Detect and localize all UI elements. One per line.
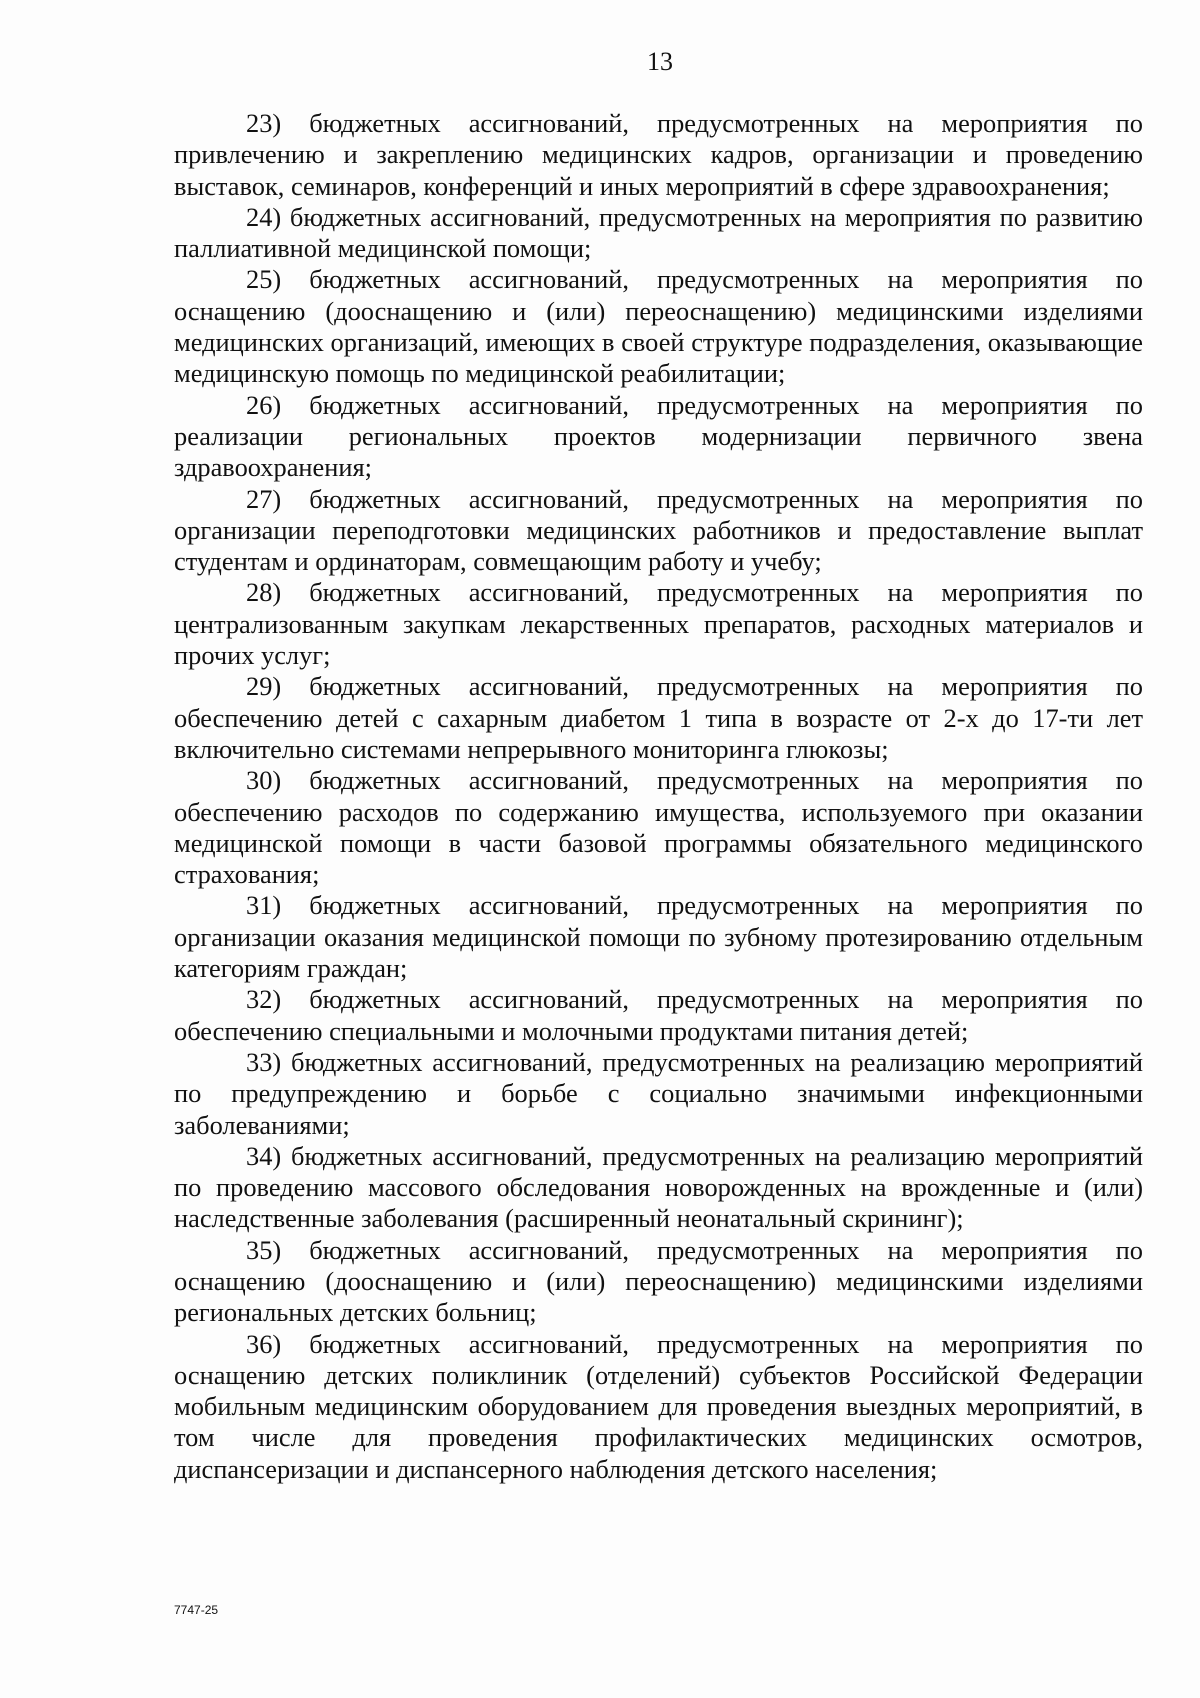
page-number: 13 (647, 47, 673, 76)
list-item-34: 34) бюджетных ассигнований, предусмотренных на реализацию мероприятий по проведению массового обследования новорожденных на врожденные и (или) наследственные заболевания (расширенный неонатальный скрининг); (174, 1140, 1143, 1234)
document-code: 7747-25 (174, 1603, 219, 1617)
list-item-28: 28) бюджетных ассигнований, предусмотренных на мероприятия по централизованным закупкам лекарственных препаратов, расходных материалов и прочих услуг; (174, 577, 1143, 671)
list-item-35: 35) бюджетных ассигнований, предусмотренных на мероприятия по оснащению (дооснащению и (или) переоснащению) медицинскими изделиями региональных детских больниц; (174, 1234, 1143, 1328)
list-item-32: 32) бюджетных ассигнований, предусмотренных на мероприятия по обеспечению специальными и молочными продуктами питания детей; (174, 984, 1143, 1046)
list-item-23: 23) бюджетных ассигнований, предусмотренных на мероприятия по привлечению и закреплению медицинских кадров, организации и проведению выставок, семинаров, конференций и иных мероприятий в сфере здравоохранения; (174, 108, 1143, 201)
list-item-29: 29) бюджетных ассигнований, предусмотренных на мероприятия по обеспечению детей с сахарным диабетом 1 типа в возрасте от 2-х до 17-ти лет включительно системами непрерывного мониторинга глюкозы; (174, 671, 1143, 764)
list-item-26: 26) бюджетных ассигнований, предусмотренных на мероприятия по реализации региональных проектов модернизации первичного звена здравоохранения; (174, 389, 1143, 483)
list-item-24: 24) бюджетных ассигнований, предусмотренных на мероприятия по развитию паллиативной медицинской помощи; (174, 201, 1143, 264)
list-item-30: 30) бюджетных ассигнований, предусмотренных на мероприятия по обеспечению расходов по содержанию имущества, используемого при оказании медицинской помощи в части базовой программы обязательного медицинского страхования; (174, 765, 1143, 890)
list-item-33: 33) бюджетных ассигнований, предусмотренных на реализацию мероприятий по предупреждению и борьбе с социально значимыми инфекционными заболеваниями; (174, 1046, 1143, 1140)
list-item-36: 36) бюджетных ассигнований, предусмотренных на мероприятия по оснащению детских поликлиник (отделений) субъектов Российской Федерации мобильным медицинским оборудованием для проведения выездных мероприятий, в том числе для проведения профилактических медицинских осмотров, диспансеризации и диспансерного наблюдения детского населения; (174, 1328, 1143, 1484)
list-item-31: 31) бюджетных ассигнований, предусмотренных на мероприятия по организации оказания медицинской помощи по зубному протезированию отдельным категориям граждан; (174, 890, 1143, 984)
list-item-25: 25) бюджетных ассигнований, предусмотренных на мероприятия по оснащению (дооснащению и (или) переоснащению) медицинскими изделиями медицинских организаций, имеющих в своей структуре подразделения, оказывающие медицинскую помощь по медицинской реабилитации; (174, 264, 1143, 389)
list-item-27: 27) бюджетных ассигнований, предусмотренных на мероприятия по организации переподготовки медицинских работников и предоставление выплат студентам и ординаторам, совмещающим работу и учебу; (174, 483, 1143, 577)
document-body (174, 108, 1143, 1485)
